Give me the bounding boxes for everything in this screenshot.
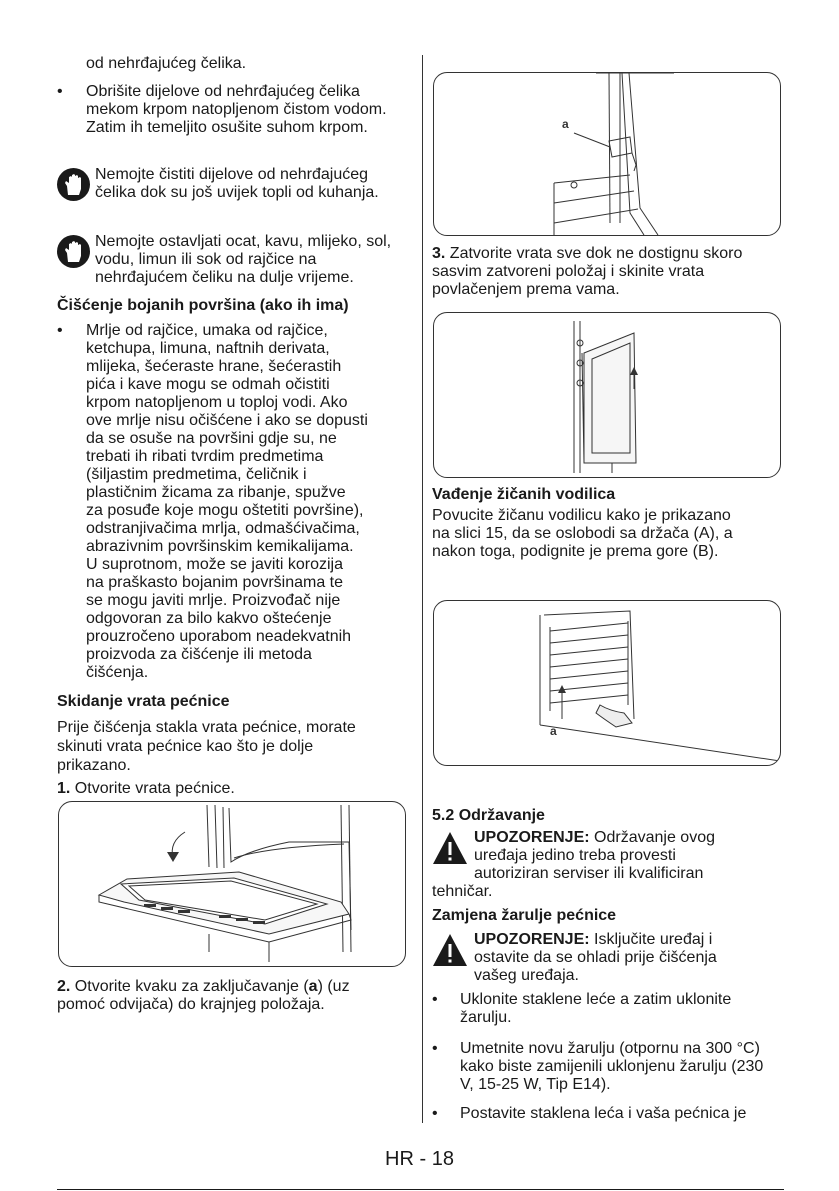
step-text: pomoć odvijača) do krajnjeg položaja. — [57, 996, 325, 1013]
step-text: Zatvorite vrata sve dok ne dostignu skoro — [449, 245, 743, 262]
text-line: proizvoda za čišćenje ili metoda — [86, 646, 312, 663]
text-line: čišćenja. — [86, 664, 149, 681]
text-line — [432, 931, 784, 949]
wire-instructions — [432, 507, 733, 561]
text-line: skinuti vrata pećnice kao što je dolje — [57, 738, 314, 755]
text-line — [432, 829, 784, 847]
text-line: odstranjivačima mrlja, odmašćivačima, — [86, 520, 360, 537]
warning-label: UPOZORENJE: — [474, 829, 590, 846]
section-heading: Čišćenje bojanih površina (ako ih ima) — [57, 297, 349, 314]
continuation-text: od nehrđajućeg čelika. — [86, 55, 247, 72]
text-line: pića i kave mogu se odmah očistiti — [86, 376, 330, 393]
callout-label: a — [550, 724, 557, 738]
step-number: 3. — [432, 245, 446, 262]
bullet-text: Obrišite dijelove od nehrđajućeg čelika mekom krpom natopljenom čistom vodom. Zatim ih temeljito osušite suhom krpom. — [86, 83, 387, 136]
section-heading: Zamjena žarulje pećnice — [432, 907, 617, 924]
text-line: U suprotnom, može se javiti korozija — [86, 556, 343, 573]
hinge-lock-illustration — [434, 73, 780, 235]
text-line: odgovoran za bilo kakvo oštećenje — [86, 610, 332, 627]
warning-text: Nemojte čistiti dijelove od nehrđajućeg čelika dok su još uvijek topli od kuhanja. — [95, 166, 379, 201]
step-number: 1. — [57, 780, 71, 797]
bulb-warning — [432, 931, 784, 985]
warning-text: Isključite uređaj i — [594, 931, 713, 948]
column-divider — [422, 55, 423, 1123]
text-line: sasvim zatvoreni položaj i skinite vrata — [432, 263, 705, 280]
text-line: povlačenjem prema vama. — [432, 281, 620, 298]
step-number: 2. — [57, 978, 71, 995]
wire-guide-illustration — [434, 601, 780, 765]
bullet-text: Umetnite novu žarulju (otpornu na 300 °C) kako biste zamijenili uklonjenu žarulju (230 V, 15-25 W, Tip E14). — [460, 1040, 764, 1093]
text-line: na slici 15, da se oslobodi sa držača (A), a — [432, 525, 733, 542]
step-2 — [57, 978, 407, 1014]
maintenance-warning — [432, 829, 784, 901]
text-line: autoriziran serviser ili kvalificiran — [474, 865, 704, 882]
text-line: ostavite da se ohladi prije čišćenja — [474, 949, 717, 966]
warning-text: Nemojte ostavljati ocat, kavu, mlijeko, sol, vodu, limun ili sok od rajčice na nehrđajućem čeliku na dulje vrijeme. — [95, 233, 392, 286]
text-line: Povucite žičanu vodilicu kako je prikazano — [432, 507, 731, 524]
text-line: vašeg uređaja. — [474, 967, 579, 984]
step-3 — [432, 245, 742, 299]
figure-wire-guide — [433, 600, 781, 766]
step-text: Otvorite vrata pećnice. — [74, 780, 235, 797]
warning-text: Održavanje ovog — [594, 829, 715, 846]
step-text: Otvorite kvaku za zaključavanje ( — [74, 978, 309, 995]
bullet-icon: • — [432, 1105, 438, 1122]
text-line: tehničar. — [432, 883, 493, 900]
bullet-icon: • — [432, 1040, 438, 1057]
figure-door-removal — [433, 312, 781, 478]
bullet-icon: • — [57, 83, 63, 100]
text-line: plastičnim žicama za ribanje, spužve — [86, 484, 346, 501]
section-heading: 5.2 Održavanje — [432, 807, 545, 824]
text-line: za posuđe koje mogu oštetiti površine), — [86, 502, 364, 519]
warning-triangle-icon — [432, 933, 468, 967]
text-line: ove mrlje nisu očišćene i ako se dopusti — [86, 412, 368, 429]
bullet-icon: • — [57, 322, 63, 339]
section-heading: Skidanje vrata pećnice — [57, 693, 230, 710]
text-line: uređaja jedino treba provesti — [474, 847, 676, 864]
step-text: ) (uz — [317, 978, 350, 995]
text-line: (šiljastim predmetima, čeličnik i — [86, 466, 307, 483]
footer-rule — [57, 1189, 784, 1190]
stop-hand-icon — [57, 168, 90, 201]
text-line: krpom natopljenom u toploj vodi. Ako — [86, 394, 348, 411]
warning-label: UPOZORENJE: — [474, 931, 590, 948]
text-line: prikazano. — [57, 757, 131, 774]
text-line: na praškasto bojanim površinama te — [86, 574, 344, 591]
figure-hinge-lock — [433, 72, 781, 236]
figure-open-door — [58, 801, 406, 967]
section-heading: Vađenje žičanih vodilica — [432, 486, 616, 503]
stop-hand-icon — [57, 235, 90, 268]
bullet-icon: • — [432, 991, 438, 1008]
step-1 — [57, 780, 235, 798]
text-line: abrazivnim površinskim kemikalijama. — [86, 538, 354, 555]
bullet-text: Uklonite staklene leće a zatim uklonite žarulju. — [460, 991, 732, 1026]
text-line: se mogu javiti mrlje. Proizvođač nije — [86, 592, 341, 609]
text-line: prouzročeno uporabom neadekvatnih — [86, 628, 352, 645]
bullet-text: Postavite staklena leća i vaša pećnica je — [460, 1105, 747, 1122]
oven-open-door-illustration — [59, 802, 405, 966]
text-line: da se osuše na površini gdje su, ne — [86, 430, 337, 447]
page-number: HR - 18 — [385, 1148, 454, 1170]
text-line: trebati ih ribati tvrdim predmetima — [86, 448, 324, 465]
text-line — [432, 245, 742, 263]
door-intro — [57, 718, 356, 775]
bullet-text — [86, 322, 407, 682]
text-line: Mrlje od rajčice, umaka od rajčice, — [86, 322, 328, 339]
callout-label: a — [562, 117, 569, 131]
text-line: nakon toga, podignite je prema gore (B). — [432, 543, 719, 560]
text-line: ketchupa, limuna, naftnih derivata, — [86, 340, 330, 357]
text-line: mlijeka, šećeraste hrane, šećerastih — [86, 358, 342, 375]
warning-triangle-icon — [432, 831, 468, 865]
door-removal-illustration — [434, 313, 780, 477]
text-line: Prije čišćenja stakla vrata pećnice, morate — [57, 719, 356, 736]
callout-letter: a — [308, 978, 318, 995]
